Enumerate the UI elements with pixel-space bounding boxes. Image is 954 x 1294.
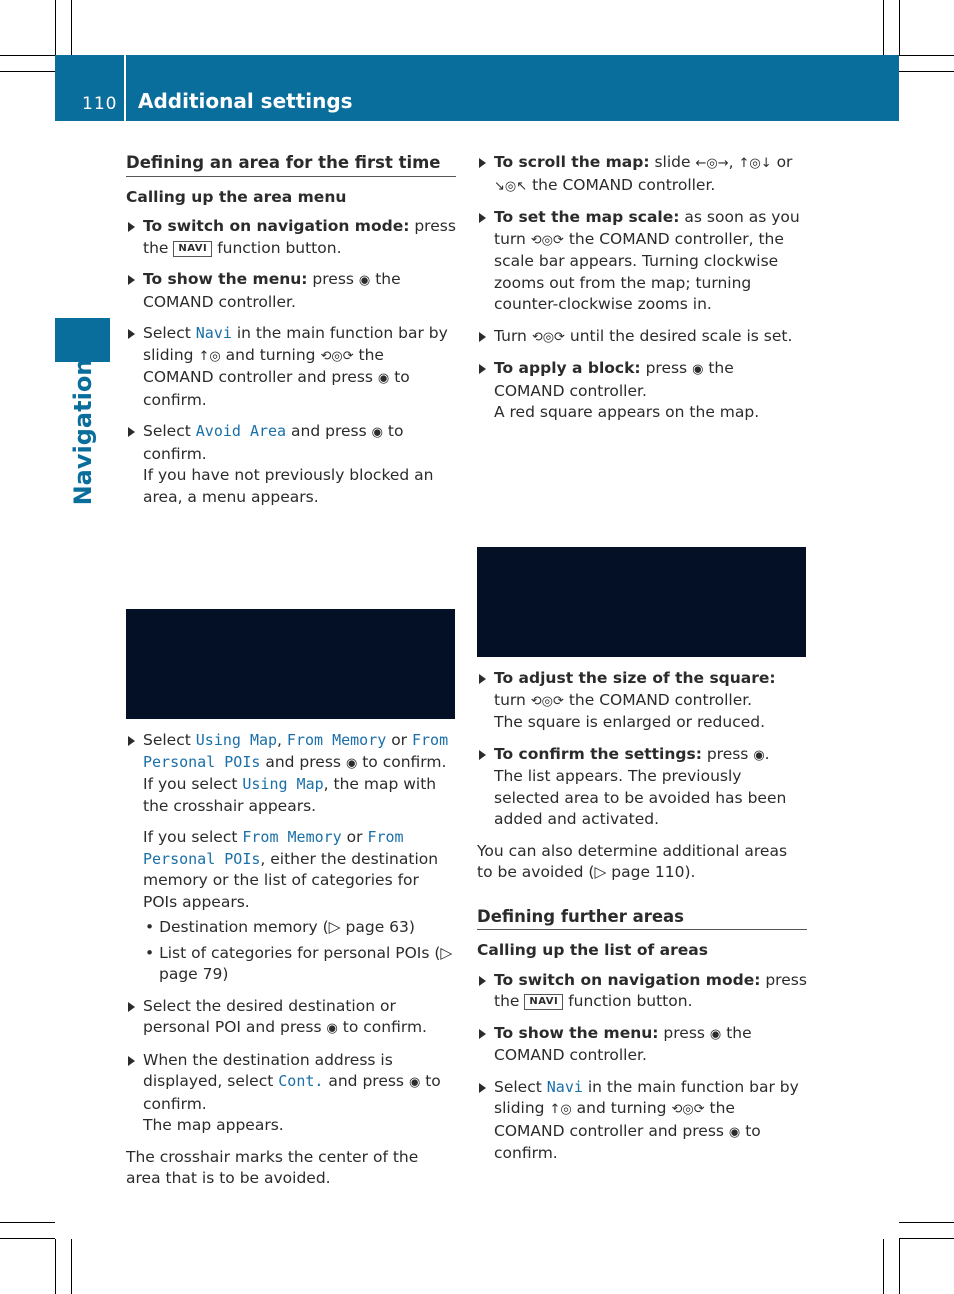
press-controller-icon: ◉	[408, 1075, 421, 1090]
instruction-step: To switch on navigation mode: press the NAVI function button.	[477, 970, 807, 1013]
sub-heading: Calling up the area menu	[126, 187, 347, 206]
slide-diagonal-icon: ↘◎↖	[494, 178, 528, 194]
instruction-step: To show the menu: press ◉ the COMAND controller.	[126, 269, 456, 313]
instruction-step: Select Navi in the main function bar by sliding ↑◎ and turning ⟲◎⟳ the COMAND controller and press ◉ to confirm.	[126, 323, 456, 411]
display-screenshot	[477, 547, 806, 657]
note-text: If you select From Memory or From Personal POIs, either the destination memory or the list of categories for POIs appears.	[143, 828, 439, 911]
list-item: • Destination memory (▷ page 63)	[145, 918, 415, 936]
crop-mark	[55, 0, 56, 55]
navi-key-icon: NAVI	[524, 994, 563, 1010]
crop-mark	[899, 71, 954, 72]
display-screenshot	[126, 609, 455, 719]
press-controller-icon: ◉	[345, 755, 358, 771]
crop-mark	[899, 1238, 954, 1239]
instruction-step: To show the menu: press ◉ the COMAND controller.	[477, 1023, 807, 1067]
section-heading: Defining an area for the first time	[126, 152, 456, 177]
crop-mark	[71, 0, 72, 55]
turn-controller-icon: ⟲◎⟳	[531, 329, 565, 345]
turn-controller-icon: ⟲◎⟳	[530, 693, 564, 709]
left-column-lower	[126, 730, 456, 1200]
navi-key-icon: NAVI	[173, 241, 212, 257]
press-controller-icon: ◉	[753, 747, 765, 763]
instruction-step: Select Using Map, From Memory or From Personal POIs and press ◉ to confirm. If you select Using Map, the map with the crosshair appears.	[126, 730, 456, 817]
right-column-lower	[477, 668, 807, 1175]
crop-mark	[0, 55, 55, 56]
turn-controller-icon: ⟲◎⟳	[530, 232, 564, 248]
crop-mark	[0, 1238, 55, 1239]
crop-mark	[899, 0, 900, 55]
instruction-step: To scroll the map: slide ←◎→, ↑◎↓ or ↘◎↖ the COMAND controller.	[477, 152, 807, 197]
slide-controller-icon: ↑◎	[549, 1102, 572, 1117]
turn-controller-icon: ⟲◎⟳	[671, 1102, 705, 1117]
instruction-step: To apply a block: press ◉ the COMAND controller. A red square appears on the map.	[477, 358, 807, 424]
crop-mark	[55, 1239, 56, 1294]
instruction-step: To switch on navigation mode: press the NAVI function button.	[126, 216, 456, 259]
crop-mark	[71, 1239, 72, 1294]
crop-mark	[899, 1222, 954, 1223]
side-tab-label: Navigation	[68, 358, 97, 506]
instruction-step: When the destination address is displayed, select Cont. and press ◉ to confirm. The map appears.	[126, 1050, 456, 1137]
crop-mark	[0, 1222, 55, 1223]
right-column	[477, 152, 807, 434]
instruction-step: To confirm the settings: press ◉. The list appears. The previously selected area to be avoided has been added and activated.	[477, 744, 807, 831]
instruction-step: Select Avoid Area and press ◉ to confirm. If you have not previously blocked an area, a menu appears.	[126, 421, 456, 508]
paragraph: You can also determine additional areas to be avoided (▷ page 110).	[477, 841, 788, 881]
turn-controller-icon: ⟲◎⟳	[320, 348, 354, 364]
header-divider	[124, 55, 126, 121]
page-number: 110	[82, 94, 118, 114]
press-controller-icon: ◉	[728, 1124, 741, 1140]
press-controller-icon: ◉	[326, 1021, 338, 1036]
slide-controller-icon: ↑◎	[198, 348, 221, 364]
left-column	[126, 152, 456, 518]
slide-up-down-icon: ↑◎↓	[738, 156, 772, 171]
crop-mark	[883, 1239, 884, 1294]
instruction-step: To adjust the size of the square: turn ⟲◎⟳ the COMAND controller. The square is enlarged or reduced.	[477, 668, 807, 734]
crop-mark	[899, 55, 954, 56]
crop-mark	[0, 71, 55, 72]
list-item: • List of categories for personal POIs (▷ page 79)	[145, 943, 453, 983]
crop-mark	[883, 0, 884, 55]
instruction-step: Turn ⟲◎⟳ until the desired scale is set.	[477, 326, 807, 349]
press-controller-icon: ◉	[709, 1026, 722, 1042]
sub-heading: Calling up the list of areas	[477, 941, 708, 959]
slide-left-right-icon: ←◎→	[695, 156, 729, 171]
instruction-step: To set the map scale: as soon as you turn ⟲◎⟳ the COMAND controller, the scale bar appears. Turning clockwise zooms out from the map; turning counter-clockwise zooms in.	[477, 207, 807, 316]
press-controller-icon: ◉	[377, 371, 390, 386]
press-controller-icon: ◉	[358, 273, 371, 288]
press-controller-icon: ◉	[692, 362, 704, 377]
section-title: Additional settings	[138, 89, 353, 113]
crop-mark	[899, 1239, 900, 1294]
press-controller-icon: ◉	[371, 425, 383, 440]
paragraph: The crosshair marks the center of the area that is to be avoided.	[126, 1147, 419, 1187]
side-tab	[55, 318, 110, 362]
instruction-step: Select Navi in the main function bar by sliding ↑◎ and turning ⟲◎⟳ the COMAND controller and press ◉ to confirm.	[477, 1077, 807, 1165]
instruction-step: Select the desired destination or personal POI and press ◉ to confirm.	[126, 996, 456, 1040]
section-heading: Defining further areas	[477, 906, 807, 931]
